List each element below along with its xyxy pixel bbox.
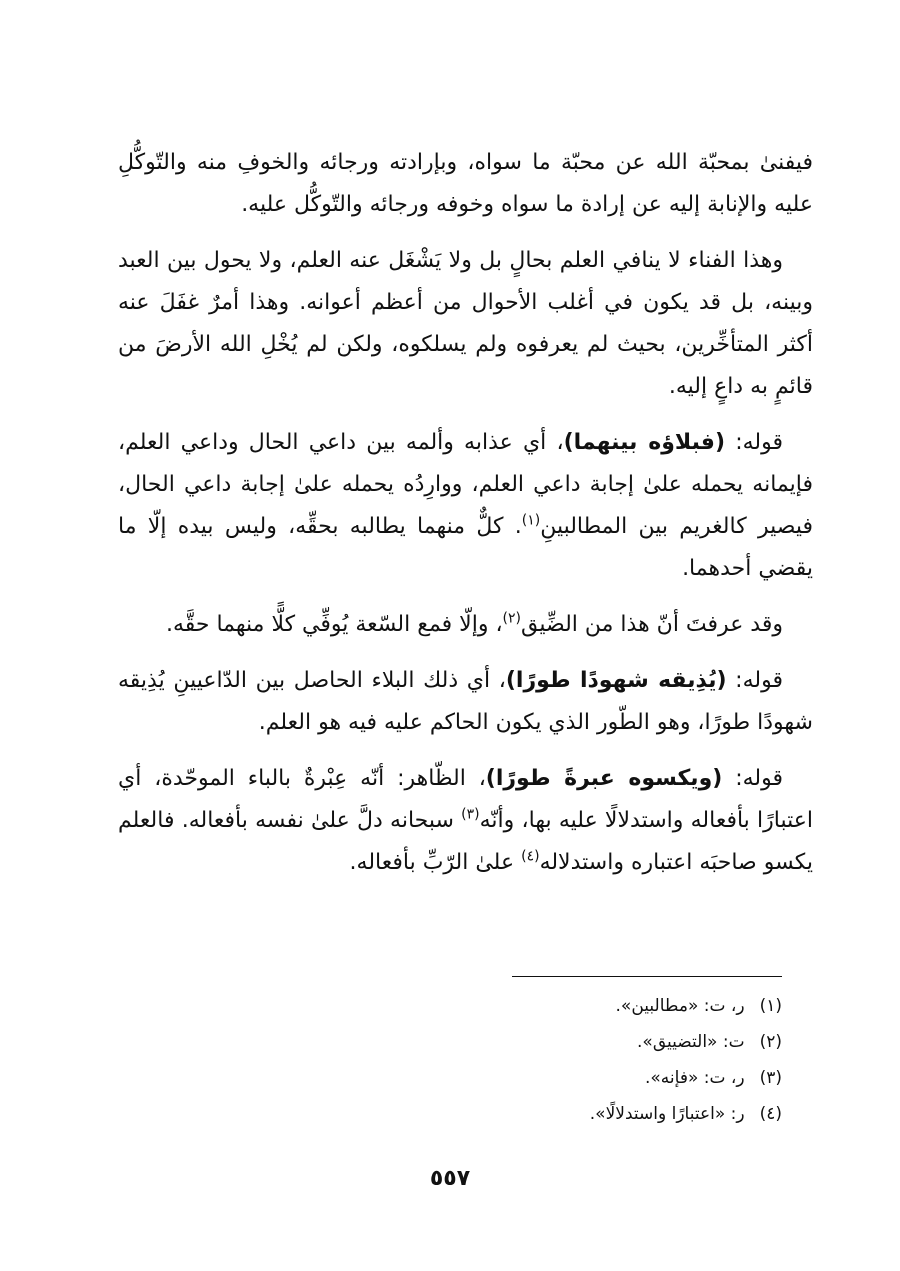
footnote-number: (٤) — [759, 1104, 782, 1124]
footnote-ref: (١) — [521, 512, 541, 529]
text-segment: علىٰ الرّبِّ بأفعاله. — [349, 850, 522, 875]
text-segment: قوله: — [725, 430, 784, 455]
paragraph-p1 — [118, 142, 813, 226]
text-segment: ، أي ذلك البلاء الحاصل بين الدّاعيينِ يُذِيقه شهودًا طورًا، وهو الطّور الذي يكون الحاكم عليه فيه هو العلم. — [118, 668, 813, 735]
quoted-term: (يُذِيقه شهودًا طورًا) — [505, 668, 727, 693]
footnotes — [300, 988, 782, 1132]
text-segment: وقد عرفتَ أنّ هذا من الضِّيق — [521, 612, 783, 637]
paragraph-p4 — [118, 604, 813, 646]
footnote-item — [300, 988, 782, 1024]
paragraph-p2 — [118, 240, 813, 408]
footnote-text: ت: «التضييق». — [637, 1032, 745, 1052]
text-segment: ، وإلّا فمع السّعة يُوفِّي كلًّا منهما حقَّه. — [165, 612, 503, 637]
footnote-ref: (٢) — [502, 610, 522, 627]
text-segment: فيفنىٰ بمحبّة الله عن محبّة ما سواه، وبإرادته ورجائه والخوفِ منه والتّوكُّلِ عليه والإنابة إليه عن إرادة ما سواه وخوفه ورجائه والتّوكُّل عليه. — [118, 150, 813, 217]
quoted-term: (فبلاؤه بينهما) — [563, 430, 726, 455]
paragraph-p5 — [118, 660, 813, 744]
text-segment: ، أي عذابه وألمه بين داعي الحال وداعي العلم، فإيمانه يحمله علىٰ إجابة داعي العلم، ووارِدُه يحمله علىٰ إجابة داعي الحال، فيصير كالغريم بين المطالبينِ — [118, 430, 813, 539]
quoted-term: (ويكسوه عبرةً طورًا) — [485, 766, 723, 791]
text-segment: . كلٌّ منهما يطالبه بحقِّه، وليس بيده إلّا ما يقضي أحدهما. — [118, 514, 813, 581]
footnote-separator — [512, 976, 782, 977]
text-segment: قوله: — [722, 766, 783, 791]
footnote-number: (٢) — [759, 1032, 782, 1052]
text-segment: وهذا الفناء لا ينافي العلم بحالٍ بل ولا يَشْغَل عنه العلم، ولا يحول بين العبد وبينه، بل قد يكون في أغلب الأحوال من أعظم أعوانه. وهذا أمرٌ غفَلَ عنه أكثر المتأخِّرين، بحيث لم يعرفوه ولم يسلكوه، ولكن لم يُخْلِ الله الأرضَ من قائمٍ به داعٍ إليه. — [118, 248, 813, 399]
footnote-item — [300, 1060, 782, 1096]
footnote-text: ر، ت: «مطالبين». — [615, 996, 745, 1016]
footnote-ref: (٤) — [521, 848, 540, 865]
page-number: ٥٥٧ — [429, 1166, 471, 1191]
footnote-item — [300, 1024, 782, 1060]
text-segment: قوله: — [726, 668, 783, 693]
paragraph-p6 — [118, 758, 813, 884]
main-text — [118, 142, 813, 898]
text-segment: سبحانه دلَّ علىٰ نفسه بأفعاله. فالعلم يكسو صاحبَه اعتباره واستدلاله — [118, 808, 813, 875]
footnote-number: (١) — [759, 996, 782, 1016]
footnote-text: ر، ت: «فإنه». — [645, 1068, 745, 1088]
footnote-ref: (٣) — [461, 806, 480, 823]
text-segment: ، الظّاهر: أنّه عِبْرةٌ بالباء الموحّدة، أي اعتبارًا بأفعاله واستدلالًا عليه بها، وأنّه — [118, 766, 813, 833]
paragraph-p3 — [118, 422, 813, 590]
footnote-number: (٣) — [759, 1068, 782, 1088]
footnote-text: ر: «اعتبارًا واستدلالًا». — [589, 1104, 745, 1124]
footnote-item — [300, 1096, 782, 1132]
